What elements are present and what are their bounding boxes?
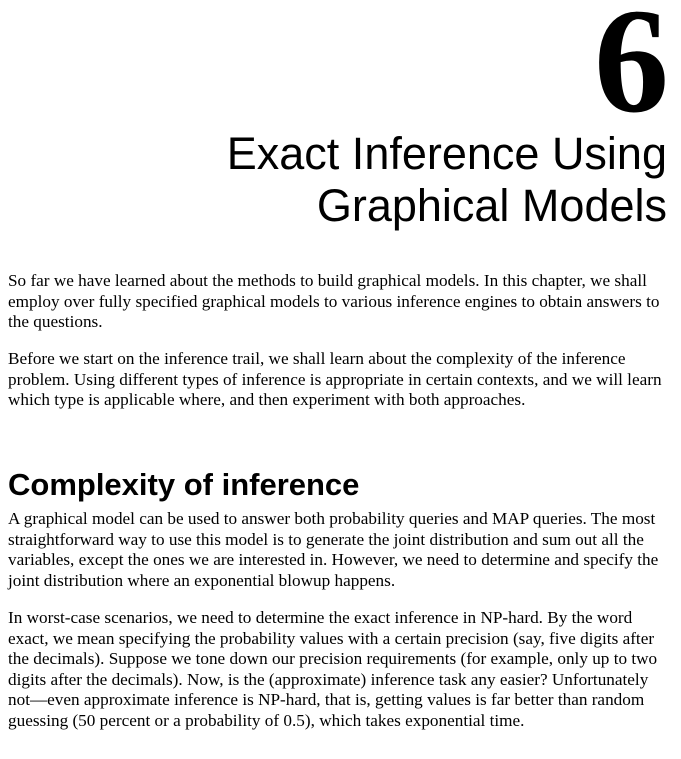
intro-paragraph-2: Before we start on the inference trail, we shall learn about the complexity of the inference problem. Using different types of inference is appropriate in certain contexts, and we will learn which type is applicable where, and then experiment with both approaches. [8, 349, 662, 409]
intro-paragraph-1: So far we have learned about the methods to build graphical models. In this chapter, we shall employ over fully specified graphical models to various inference engines to obtain answers to the questions. [8, 271, 660, 331]
section-heading: Complexity of inference [8, 467, 360, 502]
chapter-title [7, 128, 667, 232]
chapter-title-line-1: Exact Inference Using [226, 128, 667, 179]
chapter-number: 6 [594, 0, 669, 144]
section-paragraph-2: In worst-case scenarios, we need to determine the exact inference in NP-hard. By the word exact, we mean specifying the probability values with a certain precision (say, five digits after the decimals). Suppose we tone down our precision requirements (for example, only up to two digits after the decimals). Now, is the (approximate) inference task any easier? Unfortunately not—even approximate inference is NP-hard, that is, getting values is far better than random guessing (50 percent or a probability of 0.5), which takes exponential time. [8, 608, 658, 730]
chapter-title-line-2: Graphical Models [316, 180, 667, 231]
section-paragraph-1: A graphical model can be used to answer both probability queries and MAP queries. The most straightforward way to use this model is to generate the joint distribution and sum out all the variables, except the ones we are interested in. However, we need to determine and specify the joint distribution where an exponential blowup happens. [8, 509, 659, 590]
